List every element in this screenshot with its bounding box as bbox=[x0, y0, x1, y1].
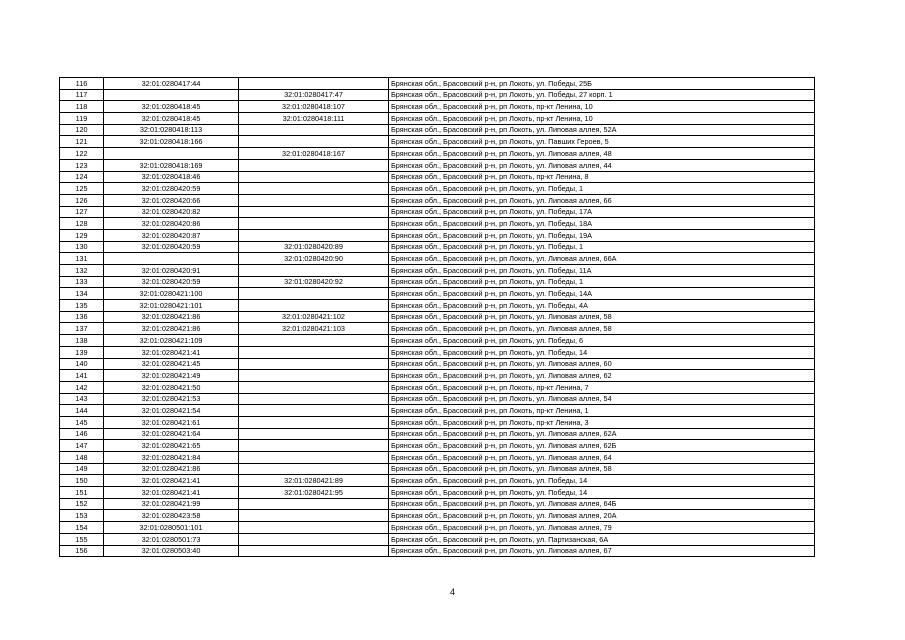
row-number-cell: 116 bbox=[60, 78, 104, 90]
object-cadastral-number-cell bbox=[239, 300, 389, 312]
row-number-cell: 129 bbox=[60, 229, 104, 241]
row-number-cell: 123 bbox=[60, 159, 104, 171]
page-number: 4 bbox=[449, 587, 455, 597]
row-number-cell: 142 bbox=[60, 381, 104, 393]
row-number-cell: 119 bbox=[60, 113, 104, 125]
table-row bbox=[60, 218, 815, 230]
object-cadastral-number-cell bbox=[239, 416, 389, 428]
object-cadastral-number-cell: 32:01:0280421:95 bbox=[239, 487, 389, 499]
row-number-cell: 134 bbox=[60, 288, 104, 300]
row-number-cell: 131 bbox=[60, 253, 104, 265]
table-row bbox=[60, 393, 815, 405]
row-number-cell: 132 bbox=[60, 265, 104, 277]
object-cadastral-number-cell: 32:01:0280421:103 bbox=[239, 323, 389, 335]
object-cadastral-number-cell bbox=[239, 159, 389, 171]
table-row bbox=[60, 136, 815, 148]
address-cell: Брянская обл., Брасовский р-н, рп Локоть, ул. Липовая аллея, 64 bbox=[389, 452, 815, 464]
table-row bbox=[60, 265, 815, 277]
object-cadastral-number-cell bbox=[239, 370, 389, 382]
cadastral-number-cell: 32:01:0280421:49 bbox=[104, 370, 239, 382]
object-cadastral-number-cell bbox=[239, 405, 389, 417]
cadastral-number-cell: 32:01:0280418:45 bbox=[104, 113, 239, 125]
address-cell: Брянская обл., Брасовский р-н, рп Локоть, ул. Липовая аллея, 64Б bbox=[389, 498, 815, 510]
table-row bbox=[60, 463, 815, 475]
table-row bbox=[60, 276, 815, 288]
object-cadastral-number-cell: 32:01:0280418:111 bbox=[239, 113, 389, 125]
cadastral-number-cell bbox=[104, 253, 239, 265]
address-cell: Брянская обл., Брасовский р-н, рп Локоть, ул. Победы, 18А bbox=[389, 218, 815, 230]
object-cadastral-number-cell: 32:01:0280420:92 bbox=[239, 276, 389, 288]
row-number-cell: 154 bbox=[60, 522, 104, 534]
row-number-cell: 143 bbox=[60, 393, 104, 405]
address-cell: Брянская обл., Брасовский р-н, рп Локоть, ул. Липовая аллея, 58 bbox=[389, 311, 815, 323]
object-cadastral-number-cell: 32:01:0280417:47 bbox=[239, 89, 389, 101]
row-number-cell: 130 bbox=[60, 241, 104, 253]
object-cadastral-number-cell: 32:01:0280421:102 bbox=[239, 311, 389, 323]
row-number-cell: 138 bbox=[60, 335, 104, 347]
registry-table bbox=[59, 77, 815, 557]
cadastral-number-cell: 32:01:0280421:64 bbox=[104, 428, 239, 440]
table-row bbox=[60, 498, 815, 510]
cadastral-number-cell: 32:01:0280417:44 bbox=[104, 78, 239, 90]
row-number-cell: 147 bbox=[60, 440, 104, 452]
object-cadastral-number-cell bbox=[239, 463, 389, 475]
table-row bbox=[60, 300, 815, 312]
object-cadastral-number-cell bbox=[239, 533, 389, 545]
cadastral-number-cell: 32:01:0280421:109 bbox=[104, 335, 239, 347]
address-cell: Брянская обл., Брасовский р-н, рп Локоть, пр-кт Ленина, 10 bbox=[389, 101, 815, 113]
table-row bbox=[60, 113, 815, 125]
object-cadastral-number-cell bbox=[239, 124, 389, 136]
address-cell: Брянская обл., Брасовский р-н, рп Локоть, пр-кт Ленина, 10 bbox=[389, 113, 815, 125]
object-cadastral-number-cell bbox=[239, 545, 389, 557]
cadastral-number-cell: 32:01:0280421:84 bbox=[104, 452, 239, 464]
cadastral-number-cell: 32:01:0280421:99 bbox=[104, 498, 239, 510]
cadastral-number-cell bbox=[104, 148, 239, 160]
cadastral-number-cell: 32:01:0280420:86 bbox=[104, 218, 239, 230]
object-cadastral-number-cell bbox=[239, 510, 389, 522]
address-cell: Брянская обл., Брасовский р-н, рп Локоть, пр-кт Ленина, 8 bbox=[389, 171, 815, 183]
object-cadastral-number-cell bbox=[239, 440, 389, 452]
table-row bbox=[60, 440, 815, 452]
address-cell: Брянская обл., Брасовский р-н, рп Локоть, ул. Липовая аллея, 67 bbox=[389, 545, 815, 557]
address-cell: Брянская обл., Брасовский р-н, рп Локоть, пр-кт Ленина, 1 bbox=[389, 405, 815, 417]
address-cell: Брянская обл., Брасовский р-н, рп Локоть, ул. Победы, 1 bbox=[389, 183, 815, 195]
cadastral-number-cell: 32:01:0280420:59 bbox=[104, 183, 239, 195]
object-cadastral-number-cell bbox=[239, 358, 389, 370]
address-cell: Брянская обл., Брасовский р-н, рп Локоть, ул. Победы, 6 bbox=[389, 335, 815, 347]
address-cell: Брянская обл., Брасовский р-н, рп Локоть, ул. Липовая аллея, 58 bbox=[389, 323, 815, 335]
object-cadastral-number-cell bbox=[239, 206, 389, 218]
cadastral-number-cell: 32:01:0280421:41 bbox=[104, 346, 239, 358]
row-number-cell: 148 bbox=[60, 452, 104, 464]
object-cadastral-number-cell bbox=[239, 381, 389, 393]
object-cadastral-number-cell bbox=[239, 194, 389, 206]
row-number-cell: 118 bbox=[60, 101, 104, 113]
registry-table-body bbox=[60, 78, 815, 557]
row-number-cell: 126 bbox=[60, 194, 104, 206]
table-row bbox=[60, 346, 815, 358]
row-number-cell: 152 bbox=[60, 498, 104, 510]
address-cell: Брянская обл., Брасовский р-н, рп Локоть, ул. Липовая аллея, 58 bbox=[389, 463, 815, 475]
table-row bbox=[60, 171, 815, 183]
cadastral-number-cell bbox=[104, 89, 239, 101]
object-cadastral-number-cell: 32:01:0280420:89 bbox=[239, 241, 389, 253]
row-number-cell: 120 bbox=[60, 124, 104, 136]
object-cadastral-number-cell: 32:01:0280420:90 bbox=[239, 253, 389, 265]
cadastral-number-cell: 32:01:0280421:61 bbox=[104, 416, 239, 428]
table-row bbox=[60, 78, 815, 90]
cadastral-number-cell: 32:01:0280423:58 bbox=[104, 510, 239, 522]
address-cell: Брянская обл., Брасовский р-н, рп Локоть, ул. Липовая аллея, 62А bbox=[389, 428, 815, 440]
cadastral-number-cell: 32:01:0280420:91 bbox=[104, 265, 239, 277]
row-number-cell: 156 bbox=[60, 545, 104, 557]
object-cadastral-number-cell bbox=[239, 522, 389, 534]
object-cadastral-number-cell bbox=[239, 498, 389, 510]
cadastral-number-cell: 32:01:0280418:46 bbox=[104, 171, 239, 183]
cadastral-number-cell: 32:01:0280421:41 bbox=[104, 487, 239, 499]
table-row bbox=[60, 124, 815, 136]
object-cadastral-number-cell: 32:01:0280418:107 bbox=[239, 101, 389, 113]
address-cell: Брянская обл., Брасовский р-н, рп Локоть, ул. Липовая аллея, 48 bbox=[389, 148, 815, 160]
row-number-cell: 150 bbox=[60, 475, 104, 487]
table-row bbox=[60, 416, 815, 428]
row-number-cell: 146 bbox=[60, 428, 104, 440]
address-cell: Брянская обл., Брасовский р-н, рп Локоть, ул. Победы, 14 bbox=[389, 487, 815, 499]
object-cadastral-number-cell bbox=[239, 78, 389, 90]
cadastral-number-cell: 32:01:0280418:169 bbox=[104, 159, 239, 171]
row-number-cell: 124 bbox=[60, 171, 104, 183]
row-number-cell: 140 bbox=[60, 358, 104, 370]
table-row bbox=[60, 194, 815, 206]
cadastral-number-cell: 32:01:0280421:86 bbox=[104, 463, 239, 475]
address-cell: Брянская обл., Брасовский р-н, рп Локоть, ул. Липовая аллея, 66А bbox=[389, 253, 815, 265]
table-row bbox=[60, 475, 815, 487]
address-cell: Брянская обл., Брасовский р-н, рп Локоть, ул. Липовая аллея, 62 bbox=[389, 370, 815, 382]
address-cell: Брянская обл., Брасовский р-н, рп Локоть, ул. Липовая аллея, 54 bbox=[389, 393, 815, 405]
cadastral-number-cell: 32:01:0280420:59 bbox=[104, 241, 239, 253]
table-row bbox=[60, 428, 815, 440]
object-cadastral-number-cell bbox=[239, 265, 389, 277]
table-row bbox=[60, 229, 815, 241]
table-row bbox=[60, 311, 815, 323]
object-cadastral-number-cell bbox=[239, 183, 389, 195]
row-number-cell: 153 bbox=[60, 510, 104, 522]
address-cell: Брянская обл., Брасовский р-н, рп Локоть, ул. Победы, 11А bbox=[389, 265, 815, 277]
cadastral-number-cell: 32:01:0280501:101 bbox=[104, 522, 239, 534]
object-cadastral-number-cell bbox=[239, 136, 389, 148]
object-cadastral-number-cell bbox=[239, 171, 389, 183]
row-number-cell: 127 bbox=[60, 206, 104, 218]
table-row bbox=[60, 405, 815, 417]
address-cell: Брянская обл., Брасовский р-н, рп Локоть, ул. Партизанская, 6А bbox=[389, 533, 815, 545]
object-cadastral-number-cell bbox=[239, 288, 389, 300]
cadastral-number-cell: 32:01:0280421:101 bbox=[104, 300, 239, 312]
cadastral-number-cell: 32:01:0280421:45 bbox=[104, 358, 239, 370]
cadastral-number-cell: 32:01:0280421:65 bbox=[104, 440, 239, 452]
table-row bbox=[60, 533, 815, 545]
address-cell: Брянская обл., Брасовский р-н, рп Локоть, ул. Победы, 14 bbox=[389, 346, 815, 358]
table-row bbox=[60, 206, 815, 218]
cadastral-number-cell: 32:01:0280421:100 bbox=[104, 288, 239, 300]
address-cell: Брянская обл., Брасовский р-н, рп Локоть, ул. Липовая аллея, 66 bbox=[389, 194, 815, 206]
address-cell: Брянская обл., Брасовский р-н, рп Локоть, ул. Липовая аллея, 20А bbox=[389, 510, 815, 522]
row-number-cell: 144 bbox=[60, 405, 104, 417]
row-number-cell: 128 bbox=[60, 218, 104, 230]
row-number-cell: 137 bbox=[60, 323, 104, 335]
table-row bbox=[60, 159, 815, 171]
row-number-cell: 117 bbox=[60, 89, 104, 101]
address-cell: Брянская обл., Брасовский р-н, рп Локоть, ул. Липовая аллея, 44 bbox=[389, 159, 815, 171]
cadastral-number-cell: 32:01:0280421:53 bbox=[104, 393, 239, 405]
object-cadastral-number-cell bbox=[239, 229, 389, 241]
address-cell: Брянская обл., Брасовский р-н, рп Локоть, пр-кт Ленина, 7 bbox=[389, 381, 815, 393]
cadastral-number-cell: 32:01:0280418:166 bbox=[104, 136, 239, 148]
object-cadastral-number-cell bbox=[239, 218, 389, 230]
cadastral-number-cell: 32:01:0280418:113 bbox=[104, 124, 239, 136]
cadastral-number-cell: 32:01:0280421:86 bbox=[104, 323, 239, 335]
row-number-cell: 122 bbox=[60, 148, 104, 160]
address-cell: Брянская обл., Брасовский р-н, рп Локоть, ул. Победы, 14 bbox=[389, 475, 815, 487]
row-number-cell: 125 bbox=[60, 183, 104, 195]
table-row bbox=[60, 370, 815, 382]
table-row bbox=[60, 510, 815, 522]
table-row bbox=[60, 241, 815, 253]
table-row bbox=[60, 101, 815, 113]
table-row bbox=[60, 183, 815, 195]
cadastral-number-cell: 32:01:0280501:73 bbox=[104, 533, 239, 545]
object-cadastral-number-cell: 32:01:0280421:89 bbox=[239, 475, 389, 487]
address-cell: Брянская обл., Брасовский р-н, рп Локоть, ул. Победы, 17А bbox=[389, 206, 815, 218]
cadastral-number-cell: 32:01:0280420:59 bbox=[104, 276, 239, 288]
table-row bbox=[60, 89, 815, 101]
table-row bbox=[60, 358, 815, 370]
cadastral-number-cell: 32:01:0280420:87 bbox=[104, 229, 239, 241]
table-row bbox=[60, 487, 815, 499]
row-number-cell: 136 bbox=[60, 311, 104, 323]
row-number-cell: 139 bbox=[60, 346, 104, 358]
address-cell: Брянская обл., Брасовский р-н, рп Локоть, ул. Победы, 14А bbox=[389, 288, 815, 300]
object-cadastral-number-cell bbox=[239, 393, 389, 405]
address-cell: Брянская обл., Брасовский р-н, рп Локоть, ул. Липовая аллея, 52А bbox=[389, 124, 815, 136]
cadastral-number-cell: 32:01:0280421:54 bbox=[104, 405, 239, 417]
address-cell: Брянская обл., Брасовский р-н, рп Локоть, ул. Победы, 25Б bbox=[389, 78, 815, 90]
row-number-cell: 155 bbox=[60, 533, 104, 545]
address-cell: Брянская обл., Брасовский р-н, рп Локоть, ул. Липовая аллея, 79 bbox=[389, 522, 815, 534]
table-row bbox=[60, 253, 815, 265]
object-cadastral-number-cell: 32:01:0280418:167 bbox=[239, 148, 389, 160]
table-row bbox=[60, 148, 815, 160]
table-row bbox=[60, 545, 815, 557]
table-row bbox=[60, 381, 815, 393]
address-cell: Брянская обл., Брасовский р-н, рп Локоть, пр-кт Ленина, 3 bbox=[389, 416, 815, 428]
object-cadastral-number-cell bbox=[239, 452, 389, 464]
cadastral-number-cell: 32:01:0280421:86 bbox=[104, 311, 239, 323]
row-number-cell: 151 bbox=[60, 487, 104, 499]
address-cell: Брянская обл., Брасовский р-н, рп Локоть, ул. Павших Героев, 5 bbox=[389, 136, 815, 148]
row-number-cell: 121 bbox=[60, 136, 104, 148]
address-cell: Брянская обл., Брасовский р-н, рп Локоть, ул. Победы, 1 bbox=[389, 276, 815, 288]
cadastral-number-cell: 32:01:0280420:82 bbox=[104, 206, 239, 218]
cadastral-number-cell: 32:01:0280503:40 bbox=[104, 545, 239, 557]
address-cell: Брянская обл., Брасовский р-н, рп Локоть, ул. Победы, 27 корп. 1 bbox=[389, 89, 815, 101]
object-cadastral-number-cell bbox=[239, 428, 389, 440]
table-row bbox=[60, 522, 815, 534]
cadastral-number-cell: 32:01:0280421:50 bbox=[104, 381, 239, 393]
row-number-cell: 135 bbox=[60, 300, 104, 312]
address-cell: Брянская обл., Брасовский р-н, рп Локоть, ул. Победы, 1 bbox=[389, 241, 815, 253]
address-cell: Брянская обл., Брасовский р-н, рп Локоть, ул. Липовая аллея, 60 bbox=[389, 358, 815, 370]
table-row bbox=[60, 335, 815, 347]
object-cadastral-number-cell bbox=[239, 346, 389, 358]
table-row bbox=[60, 288, 815, 300]
address-cell: Брянская обл., Брасовский р-н, рп Локоть, ул. Липовая аллея, 62Б bbox=[389, 440, 815, 452]
address-cell: Брянская обл., Брасовский р-н, рп Локоть, ул. Победы, 19А bbox=[389, 229, 815, 241]
row-number-cell: 149 bbox=[60, 463, 104, 475]
row-number-cell: 141 bbox=[60, 370, 104, 382]
cadastral-number-cell: 32:01:0280418:45 bbox=[104, 101, 239, 113]
cadastral-number-cell: 32:01:0280420:66 bbox=[104, 194, 239, 206]
table-row bbox=[60, 323, 815, 335]
row-number-cell: 133 bbox=[60, 276, 104, 288]
cadastral-number-cell: 32:01:0280421:41 bbox=[104, 475, 239, 487]
object-cadastral-number-cell bbox=[239, 335, 389, 347]
row-number-cell: 145 bbox=[60, 416, 104, 428]
address-cell: Брянская обл., Брасовский р-н, рп Локоть, ул. Победы, 4А bbox=[389, 300, 815, 312]
table-row bbox=[60, 452, 815, 464]
